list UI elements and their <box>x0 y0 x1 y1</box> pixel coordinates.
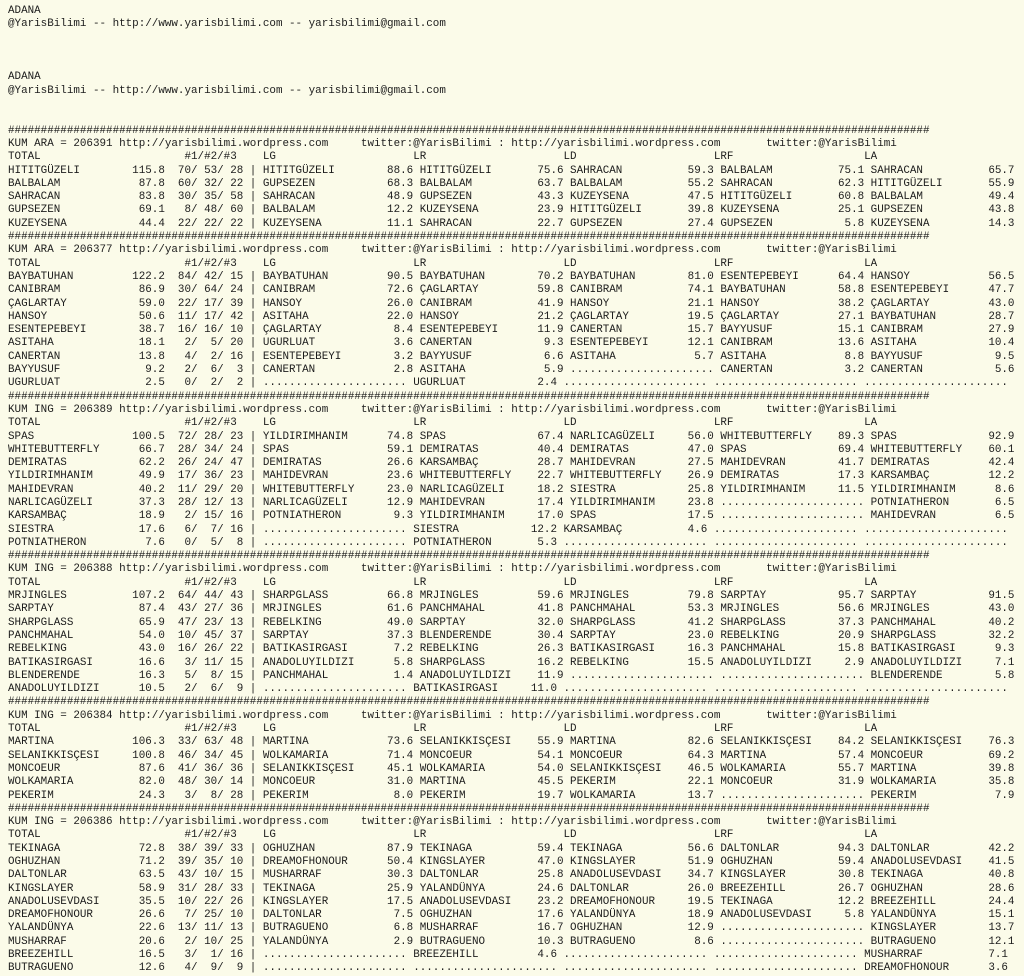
separator-line: ############################################################################################################################################# <box>8 390 930 403</box>
table-row: DREAMOFHONOUR 26.6 7/ 25/ 10 | DALTONLAR 7.5 OGHUZHAN 17.6 YALANDÜNYA 18.9 ANADOLUSEVDASI 5.8 YALANDÜNYA 15.1 <box>8 909 1015 922</box>
table-row: SIESTRA 17.6 6/ 7/ 16 | ...................... SIESTRA 12.2 KARSAMBAÇ 4.6 ...................... ...................... <box>8 523 1008 536</box>
table-row: KUZEYSENA 44.4 22/ 22/ 22 | KUZEYSENA 11.1 SAHRACAN 22.7 GUPSEZEN 27.4 GUPSEZEN 5.8 KUZEYSENA 14.3 <box>8 217 1015 230</box>
table-row: BREEZEHILL 16.5 3/ 1/ 16 | ...................... BREEZEHILL 4.6 ...................... ...................... MUSHARRAF 7.1 <box>8 949 1008 962</box>
table-row: BATIKASIRGASI 16.6 3/ 11/ 15 | ANADOLUYILDIZI 5.8 SHARPGLASS 16.2 REBELKING 15.5 ANADOLUYILDIZI 2.9 ANADOLUYILDIZI 7.1 <box>8 656 1015 669</box>
table-row: CANIBRAM 86.9 30/ 64/ 24 | CANIBRAM 72.6 ÇAGLARTAY 59.8 CANIBRAM 74.1 BAYBATUHAN 58.8 ESENTEPEBEYI 47.7 <box>8 284 1015 297</box>
table-row: ASITAHA 18.1 2/ 5/ 20 | UGURLUAT 3.6 CANERTAN 9.3 ESENTEPEBEYI 12.1 CANIBRAM 13.6 ASITAHA 10.4 <box>8 337 1015 350</box>
table-row: YILDIRIMHANIM 49.9 17/ 36/ 23 | MAHIDEVRAN 23.6 WHITEBUTTERFLY 22.7 WHITEBUTTERFLY 26.9 DEMIRATAS 17.3 KARSAMBAÇ 12.2 <box>8 470 1015 483</box>
table-row: BAYBATUHAN 122.2 84/ 42/ 15 | BAYBATUHAN 90.5 BAYBATUHAN 70.2 BAYBATUHAN 81.0 ESENTEPEBEYI 64.4 HANSOY 56.5 <box>8 270 1015 283</box>
header-contact: @YarisBilimi -- http://www.yarisbilimi.com -- yarisbilimi@gmail.com <box>8 18 446 31</box>
separator-line: ############################################################################################################################################# <box>8 802 930 815</box>
table-row: ANADOLUYILDIZI 10.5 2/ 6/ 9 | ...................... BATIKASIRGASI 11.0 ...................... ...................... ...................... <box>8 683 1008 696</box>
separator-line: ############################################################################################################################################# <box>8 550 930 563</box>
table-row: BLENDERENDE 16.3 5/ 8/ 15 | PANCHMAHAL 1.4 ANADOLUYILDIZI 11.9 ...................... ...................... BLENDERENDE 5.8 <box>8 669 1015 682</box>
table-row: YALANDÜNYA 22.6 13/ 11/ 13 | BUTRAGUENO 6.8 MUSHARRAF 16.7 OGHUZHAN 12.9 ...................... KINGSLAYER 13.7 <box>8 922 1015 935</box>
column-header: TOTAL #1/#2/#3 LG LR LD LRF LA <box>8 576 878 589</box>
table-row: WOLKAMARIA 82.0 48/ 30/ 14 | MONCOEUR 31.0 MARTINA 45.5 PEKERIM 22.1 MONCOEUR 31.9 WOLKAMARIA 35.8 <box>8 776 1015 789</box>
table-row: PANCHMAHAL 54.0 10/ 45/ 37 | SARPTAY 37.3 BLENDERENDE 30.4 SARPTAY 23.0 REBELKING 20.9 SHARPGLASS 32.2 <box>8 629 1015 642</box>
table-row: POTNIATHERON 7.6 0/ 5/ 8 | ...................... POTNIATHERON 5.3 ...................... ...................... ...................... <box>8 536 1008 549</box>
header-title: ADANA <box>8 5 41 17</box>
table-row: HITITGÜZELI 115.8 70/ 53/ 28 | HITITGÜZELI 88.6 HITITGÜZELI 75.6 SAHRACAN 59.3 BALBALAM 75.1 SAHRACAN 65.7 <box>8 164 1015 177</box>
table-row: DEMIRATAS 62.2 26/ 24/ 47 | DEMIRATAS 26.6 KARSAMBAÇ 28.7 MAHIDEVRAN 27.5 MAHIDEVRAN 41.7 DEMIRATAS 42.4 <box>8 457 1015 470</box>
race-title: KUM ARA = 206377 http://yarisbilimi.wordpress.com twitter:@YarisBilimi : http://yarisbilimi.wordpress.com twitter:@YarisBilimi <box>8 244 897 257</box>
table-row: UGURLUAT 2.5 0/ 2/ 2 | ...................... UGURLUAT 2.4 ...................... ...................... ...................... <box>8 377 1008 390</box>
race-title: KUM ING = 206389 http://yarisbilimi.wordpress.com twitter:@YarisBilimi : http://yarisbilimi.wordpress.com twitter:@YarisBilimi <box>8 403 897 416</box>
table-row: ESENTEPEBEYI 38.7 16/ 16/ 10 | ÇAGLARTAY 8.4 ESENTEPEBEYI 11.9 CANERTAN 15.7 BAYYUSUF 15.1 CANIBRAM 27.9 <box>8 324 1015 337</box>
table-row: BUTRAGUENO 12.6 4/ 9/ 9 | ...................... ...................... ...................... ...................... DREAMOFHONOUR 3.6 <box>8 962 1008 975</box>
table-row: NARLICAGÜZELI 37.3 28/ 12/ 13 | NARLICAGÜZELI 12.9 MAHIDEVRAN 17.4 YILDIRIMHANIM 23.8 ...................... POTNIATHERON 6.5 <box>8 496 1015 509</box>
separator-line: ############################################################################################################################################# <box>8 124 930 137</box>
column-header: TOTAL #1/#2/#3 LG LR LD LRF LA <box>8 417 878 430</box>
table-row: ÇAGLARTAY 59.0 22/ 17/ 39 | HANSOY 26.0 CANIBRAM 41.9 HANSOY 21.1 HANSOY 38.2 ÇAGLARTAY 43.0 <box>8 297 1015 310</box>
header-title: ADANA <box>8 71 41 84</box>
table-row: KARSAMBAÇ 18.9 2/ 15/ 16 | POTNIATHERON 9.3 YILDIRIMHANIM 17.0 SPAS 17.5 ...................... MAHIDEVRAN 6.5 <box>8 510 1015 523</box>
race-title: KUM ARA = 206391 http://yarisbilimi.wordpress.com twitter:@YarisBilimi : http://yarisbilimi.wordpress.com twitter:@YarisBilimi <box>8 137 897 150</box>
table-row: DALTONLAR 63.5 43/ 10/ 15 | MUSHARRAF 30.3 DALTONLAR 25.8 ANADOLUSEVDASI 34.7 KINGSLAYER 30.8 TEKINAGA 40.8 <box>8 869 1015 882</box>
separator-line: ############################################################################################################################################# <box>8 231 930 244</box>
column-header: TOTAL #1/#2/#3 LG LR LD LRF LA <box>8 151 878 164</box>
table-row: SPAS 100.5 72/ 28/ 23 | YILDIRIMHANIM 74.8 SPAS 67.4 NARLICAGÜZELI 56.0 WHITEBUTTERFLY 89.3 SPAS 92.9 <box>8 430 1015 443</box>
table-row: PEKERIM 24.3 3/ 8/ 28 | PEKERIM 8.0 PEKERIM 19.7 WOLKAMARIA 13.7 ...................... PEKERIM 7.9 <box>8 789 1015 802</box>
table-row: TEKINAGA 72.8 38/ 39/ 33 | OGHUZHAN 87.9 TEKINAGA 59.4 TEKINAGA 56.6 DALTONLAR 94.3 DALTONLAR 42.2 <box>8 842 1015 855</box>
table-row: SELANIKKISÇESI 100.8 46/ 34/ 45 | WOLKAMARIA 71.4 MONCOEUR 54.1 MONCOEUR 64.3 MARTINA 57.4 MONCOEUR 69.2 <box>8 749 1015 762</box>
table-row: MONCOEUR 87.6 41/ 36/ 36 | SELANIKKISÇESI 45.1 WOLKAMARIA 54.0 SELANIKKISÇESI 46.5 WOLKAMARIA 55.7 MARTINA 39.8 <box>8 762 1015 775</box>
race-title: KUM ING = 206386 http://yarisbilimi.wordpress.com twitter:@YarisBilimi : http://yarisbilimi.wordpress.com twitter:@YarisBilimi <box>8 816 897 829</box>
table-row: GUPSEZEN 69.1 8/ 48/ 60 | BALBALAM 12.2 KUZEYSENA 23.9 HITITGÜZELI 39.8 KUZEYSENA 25.1 GUPSEZEN 43.8 <box>8 204 1015 217</box>
column-header: TOTAL #1/#2/#3 LG LR LD LRF LA <box>8 829 878 842</box>
table-row: WHITEBUTTERFLY 66.7 28/ 34/ 24 | SPAS 59.1 DEMIRATAS 40.4 DEMIRATAS 47.0 SPAS 69.4 WHITEBUTTERFLY 60.1 <box>8 443 1015 456</box>
header-contact: @YarisBilimi -- http://www.yarisbilimi.com -- yarisbilimi@gmail.com <box>8 84 446 97</box>
table-row: SAHRACAN 83.8 30/ 35/ 58 | SAHRACAN 48.9 GUPSEZEN 43.3 KUZEYSENA 47.5 HITITGÜZELI 60.8 BALBALAM 49.4 <box>8 191 1015 204</box>
table-row: BALBALAM 87.8 60/ 32/ 22 | GUPSEZEN 68.3 BALBALAM 63.7 BALBALAM 55.2 SAHRACAN 62.3 HITITGÜZELI 55.9 <box>8 177 1015 190</box>
table-row: OGHUZHAN 71.2 39/ 35/ 10 | DREAMOFHONOUR 50.4 KINGSLAYER 47.0 KINGSLAYER 51.9 OGHUZHAN 59.4 ANADOLUSEVDASI 41.5 <box>8 856 1015 868</box>
table-row: MAHIDEVRAN 40.2 11/ 29/ 20 | WHITEBUTTERFLY 23.0 NARLICAGÜZELI 18.2 SIESTRA 25.8 YILDIRIMHANIM 11.5 YILDIRIMHANIM 8.6 <box>8 483 1015 496</box>
table-row: MUSHARRAF 20.6 2/ 10/ 25 | YALANDÜNYA 2.9 BUTRAGUENO 10.3 BUTRAGUENO 8.6 ...................... BUTRAGUENO 12.1 <box>8 935 1015 948</box>
table-row: CANERTAN 13.8 4/ 2/ 16 | ESENTEPEBEYI 3.2 BAYYUSUF 6.6 ASITAHA 5.7 ASITAHA 8.8 BAYYUSUF 9.5 <box>8 350 1015 363</box>
table-row: ANADOLUSEVDASI 35.5 10/ 22/ 26 | KINGSLAYER 17.5 ANADOLUSEVDASI 23.2 DREAMOFHONOUR 19.5 TEKINAGA 12.2 BREEZEHILL 24.4 <box>8 895 1015 908</box>
table-row: BAYYUSUF 9.2 2/ 6/ 3 | CANERTAN 2.8 ASITAHA 5.9 ...................... CANERTAN 3.2 CANERTAN 5.6 <box>8 364 1015 377</box>
table-row: HANSOY 50.6 11/ 17/ 42 | ASITAHA 22.0 HANSOY 21.2 ÇAGLARTAY 19.5 ÇAGLARTAY 27.1 BAYBATUHAN 28.7 <box>8 310 1015 323</box>
race-title: KUM ING = 206384 http://yarisbilimi.wordpress.com twitter:@YarisBilimi : http://yarisbilimi.wordpress.com twitter:@YarisBilimi <box>8 709 897 722</box>
table-row: REBELKING 43.0 16/ 26/ 22 | BATIKASIRGASI 7.2 REBELKING 26.3 BATIKASIRGASI 16.3 PANCHMAHAL 15.8 BATIKASIRGASI 9.3 <box>8 643 1015 656</box>
table-row: MRJINGLES 107.2 64/ 44/ 43 | SHARPGLASS 66.8 MRJINGLES 59.6 MRJINGLES 79.8 SARPTAY 95.7 SARPTAY 91.5 <box>8 590 1015 603</box>
separator-line: ############################################################################################################################################# <box>8 696 930 709</box>
table-row: SHARPGLASS 65.9 47/ 23/ 13 | REBELKING 49.0 SARPTAY 32.0 SHARPGLASS 41.2 SHARPGLASS 37.3 PANCHMAHAL 40.2 <box>8 616 1015 629</box>
column-header: TOTAL #1/#2/#3 LG LR LD LRF LA <box>8 257 878 270</box>
table-row: MARTINA 106.3 33/ 63/ 48 | MARTINA 73.6 SELANIKKISÇESI 55.9 MARTINA 82.6 SELANIKKISÇESI 84.2 SELANIKKISÇESI 76.3 <box>8 736 1015 749</box>
column-header: TOTAL #1/#2/#3 LG LR LD LRF LA <box>8 723 878 736</box>
table-row: KINGSLAYER 58.9 31/ 28/ 33 | TEKINAGA 25.9 YALANDÜNYA 24.6 DALTONLAR 26.0 BREEZEHILL 26.7 OGHUZHAN 28.6 <box>8 882 1015 895</box>
table-row: SARPTAY 87.4 43/ 27/ 36 | MRJINGLES 61.6 PANCHMAHAL 41.8 PANCHMAHAL 53.3 MRJINGLES 56.6 MRJINGLES 43.0 <box>8 603 1015 616</box>
race-title: KUM ING = 206388 http://yarisbilimi.wordpress.com twitter:@YarisBilimi : http://yarisbilimi.wordpress.com twitter:@YarisBilimi <box>8 563 897 576</box>
